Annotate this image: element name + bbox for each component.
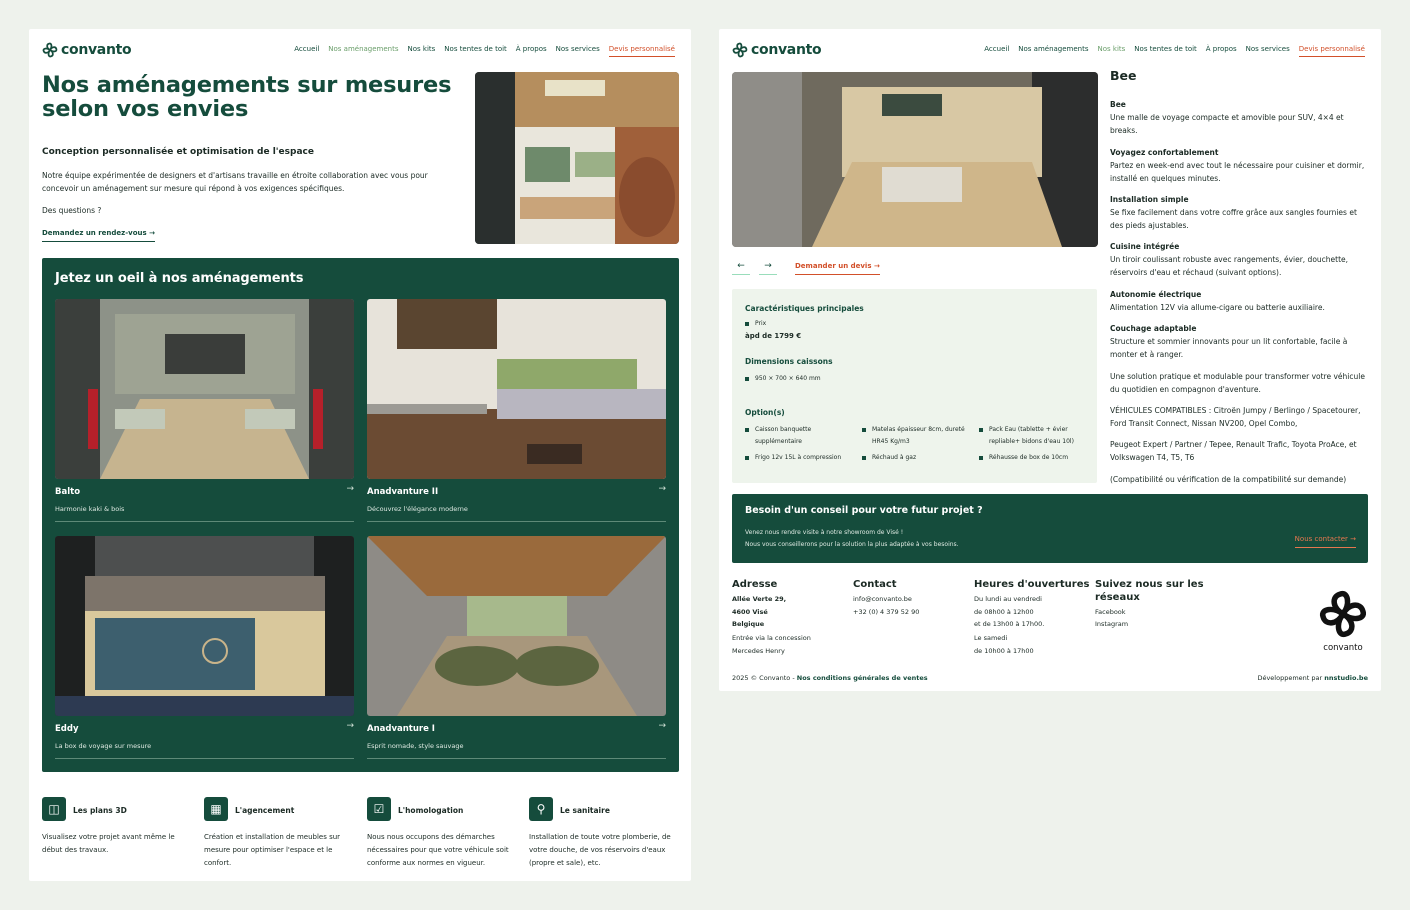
- appointment-link-label: Demandez un rendez-vous: [42, 229, 147, 237]
- hours-line: et de 13h00 à 17h00.: [974, 620, 1045, 628]
- nav-devis[interactable]: Devis personnalisé: [609, 45, 675, 57]
- hours-line: de 08h00 à 12h00: [974, 608, 1034, 616]
- section-subtitle: Conception personnalisée et optimisation de l'espace: [42, 147, 314, 157]
- card-image: [367, 299, 666, 479]
- arrow-right-icon: →: [658, 721, 666, 731]
- copyright: [732, 672, 928, 685]
- divider: [55, 758, 354, 759]
- copyright-text: 2025 © Convanto -: [732, 674, 795, 682]
- description-paragraph: Une solution pratique et modulable pour transformer votre véhicule du quotidien en compagnon d'aventure.: [1110, 372, 1365, 394]
- card-name: Balto: [55, 487, 81, 497]
- option-item: Caisson banquette supplémentaire: [745, 424, 850, 448]
- phone-link[interactable]: +32 (0) 4 379 52 90: [853, 608, 920, 616]
- nav-kits[interactable]: Nos kits: [407, 45, 436, 53]
- layout-icon: ▦: [204, 797, 228, 821]
- arrow-left-icon: ←: [737, 261, 745, 271]
- service-description: Nous nous occupons des démarches nécessaires pour que votre véhicule soit conforme aux normes en vigueur.: [367, 833, 509, 867]
- card-anadvanture-2[interactable]: [367, 299, 666, 513]
- card-name: Anadvanture II: [367, 487, 439, 497]
- nav-tentes[interactable]: Nos tentes de toit: [1134, 45, 1197, 53]
- feature-text: Structure et sommier innovants pour un lit confortable, facile à monter et à ranger.: [1110, 337, 1348, 359]
- feature-text: Se fixe facilement dans votre coffre grâce aux sangles fournies et des pieds ajustables.: [1110, 208, 1357, 230]
- address-title: Adresse: [732, 579, 778, 590]
- arrow-right-icon: →: [346, 721, 354, 731]
- card-image: [55, 536, 354, 716]
- hours-title: Heures d'ouvertures: [974, 579, 1090, 590]
- page-amenagements: [29, 29, 691, 881]
- hours-line: de 10h00 à 17h00: [974, 647, 1034, 655]
- feature-title: Cuisine intégrée: [1110, 242, 1180, 251]
- service-description: Installation de toute votre plomberie, de votre douche, de vos réservoirs d'eaux (propre et sale), etc.: [529, 833, 671, 867]
- advice-banner: [732, 494, 1368, 563]
- brand-name: convanto: [751, 42, 822, 58]
- page-product-bee: [719, 29, 1381, 691]
- options-title: Option(s): [745, 408, 785, 417]
- nav-kits[interactable]: Nos kits: [1097, 45, 1126, 53]
- option-item: Réchaud à gaz: [862, 452, 967, 464]
- product-title: Bee: [1110, 68, 1137, 83]
- feature-title: Bee: [1110, 100, 1126, 109]
- service-title: L'agencement: [235, 806, 295, 815]
- card-description: Esprit nomade, style sauvage: [367, 742, 464, 750]
- arrow-right-icon: →: [873, 262, 880, 270]
- gallery-title: Jetez un oeil à nos aménagements: [55, 271, 304, 286]
- arrow-right-icon: →: [149, 229, 155, 237]
- feature-block: [1110, 240, 1372, 279]
- feature-text: Une malle de voyage compacte et amovible pour SUV, 4×4 et breaks.: [1110, 113, 1344, 135]
- hero-image: [475, 72, 679, 244]
- compatible-vehicles: VÉHICULES COMPATIBLES : Citroën Jumpy / Berlingo / Spacetourer, Ford Transit Connect, Nissan NV200, Opel Combo,: [1110, 406, 1361, 428]
- feature-block: [1110, 98, 1372, 137]
- hours-line: Du lundi au vendredi: [974, 595, 1042, 603]
- contact-link-label: Nous contacter: [1294, 535, 1348, 543]
- brand-name: convanto: [61, 42, 132, 58]
- feature-block: [1110, 322, 1372, 361]
- card-image: [367, 536, 666, 716]
- feature-text: Un tiroir coulissant robuste avec rangements, évier, douchette, réservoirs d'eau et réchaud (suivant options).: [1110, 255, 1349, 277]
- prev-arrow-button[interactable]: [732, 261, 750, 275]
- option-item: Frigo 12v 15L à compression: [745, 452, 860, 464]
- developer-link[interactable]: nnstudio.be: [1324, 674, 1368, 682]
- service-description: Création et installation de meubles sur mesure pour optimiser l'espace et le confort.: [204, 833, 341, 867]
- option-item: Matelas épaisseur 8cm, dureté HR45 Kg/m3: [862, 424, 967, 448]
- nav-a-propos[interactable]: À propos: [1205, 45, 1237, 53]
- main-nav: [294, 45, 675, 57]
- nav-services[interactable]: Nos services: [1245, 45, 1290, 53]
- feature-title: Couchage adaptable: [1110, 324, 1197, 333]
- nav-accueil[interactable]: Accueil: [984, 45, 1010, 53]
- contact-link[interactable]: [1295, 535, 1356, 548]
- nav-amenagements[interactable]: Nos aménagements: [328, 45, 399, 53]
- card-eddy[interactable]: [55, 536, 354, 750]
- price-label: Prix: [745, 318, 766, 330]
- appointment-link[interactable]: [42, 229, 155, 242]
- logo[interactable]: [42, 42, 131, 58]
- price-value: àpd de 1799 €: [745, 332, 802, 340]
- option-item: Réhausse de box de 10cm: [979, 452, 1091, 464]
- option-item: Pack Eau (tablette + évier repliable+ bidons d'eau 10l): [979, 424, 1091, 448]
- nav-accueil[interactable]: Accueil: [294, 45, 320, 53]
- clover-logo-icon: [1318, 589, 1368, 639]
- address-line: 4600 Visé: [732, 608, 768, 616]
- nav-services[interactable]: Nos services: [555, 45, 600, 53]
- specs-panel: [732, 289, 1097, 483]
- dimensions-title: Dimensions caissons: [745, 357, 833, 366]
- specs-title: Caractéristiques principales: [745, 304, 864, 313]
- banner-line-1: Venez nous rendre visite à notre showroom de Visé !: [745, 529, 904, 536]
- nav-amenagements[interactable]: Nos aménagements: [1018, 45, 1089, 53]
- divider: [55, 521, 354, 522]
- card-balto[interactable]: [55, 299, 354, 513]
- card-anadvanture-1[interactable]: [367, 536, 666, 750]
- address-line: Mercedes Henry: [732, 647, 785, 655]
- nav-devis[interactable]: Devis personnalisé: [1299, 45, 1365, 57]
- feature-title: Voyagez confortablement: [1110, 148, 1219, 157]
- intro-text: Notre équipe expérimentée de designers et d'artisans travaille en étroite collaboration avec vous pour concevoir un aménagement sur mesure qui répond à vos exigences spécifiques.: [42, 171, 428, 193]
- card-name: Anadvanture I: [367, 724, 435, 734]
- nav-tentes[interactable]: Nos tentes de toit: [444, 45, 507, 53]
- compatibility-note: (Compatibilité ou vérification de la compatibilité sur demande): [1110, 475, 1347, 484]
- feature-text: Alimentation 12V via allume-cigare ou batterie auxiliaire.: [1110, 303, 1325, 312]
- card-description: Découvrez l'élégance moderne: [367, 505, 468, 513]
- clover-logo-icon: [42, 42, 58, 58]
- address-line: Belgique: [732, 620, 765, 628]
- contact-title: Contact: [853, 579, 897, 590]
- next-arrow-button[interactable]: [759, 261, 777, 275]
- banner-line-2: Nous vous conseillerons pour la solution la plus adaptée à vos besoins.: [745, 541, 959, 548]
- facebook-link[interactable]: Facebook: [1095, 608, 1126, 616]
- feature-block: [1110, 146, 1372, 185]
- 3d-plan-icon: ◫: [42, 797, 66, 821]
- quote-link[interactable]: [795, 262, 880, 275]
- compatible-vehicles-more: Peugeot Expert / Partner / Tepee, Renault Trafic, Toyota ProAce, et Volkswagen T4, T5, T6: [1110, 440, 1357, 462]
- address-line: Allée Verte 29,: [732, 595, 787, 603]
- email-link[interactable]: info@convanto.be: [853, 595, 912, 603]
- service-description: Visualisez votre projet avant même le début des travaux.: [42, 833, 175, 854]
- main-nav: [984, 45, 1365, 57]
- divider: [367, 758, 666, 759]
- terms-link[interactable]: Nos conditions générales de ventes: [796, 674, 928, 682]
- service-title: Les plans 3D: [73, 806, 127, 815]
- arrow-right-icon: →: [658, 484, 666, 494]
- questions-text: Des questions ?: [42, 206, 102, 215]
- page-title: Nos aménagements sur mesures selon vos envies: [42, 72, 452, 122]
- quote-link-label: Demander un devis: [795, 262, 872, 270]
- feature-title: Installation simple: [1110, 195, 1189, 204]
- feature-text: Partez en week-end avec tout le nécessaire pour cuisiner et dormir, installé en quelques minutes.: [1110, 161, 1365, 183]
- social-title: Suivez nous sur les réseaux: [1095, 579, 1204, 603]
- checklist-icon: ☑: [367, 797, 391, 821]
- footer-logo[interactable]: [1317, 589, 1369, 653]
- product-image: [732, 72, 1098, 247]
- divider: [367, 521, 666, 522]
- faucet-icon: ⚲: [529, 797, 553, 821]
- gallery-section: [42, 258, 679, 772]
- card-description: Harmonie kaki & bois: [55, 505, 125, 513]
- address-line: Entrée via la concession: [732, 634, 811, 642]
- footer-brand-name: convanto: [1323, 643, 1363, 653]
- card-name: Eddy: [55, 724, 79, 734]
- hours-line: Le samedi: [974, 634, 1008, 642]
- feature-title: Autonomie électrique: [1110, 290, 1202, 299]
- developer-credit: [1257, 672, 1368, 685]
- service-title: Le sanitaire: [560, 806, 610, 815]
- feature-block: [1110, 288, 1372, 314]
- arrow-right-icon: →: [1350, 535, 1356, 543]
- clover-logo-icon: [732, 42, 748, 58]
- dimensions-value: 950 × 700 × 640 mm: [745, 373, 821, 385]
- card-image: [55, 299, 354, 479]
- logo[interactable]: [732, 42, 821, 58]
- card-description: La box de voyage sur mesure: [55, 742, 152, 750]
- arrow-right-icon: →: [764, 261, 772, 271]
- developer-label: Développement par: [1257, 674, 1323, 682]
- feature-block: [1110, 193, 1372, 232]
- arrow-right-icon: →: [346, 484, 354, 494]
- service-title: L'homologation: [398, 806, 464, 815]
- instagram-link[interactable]: Instagram: [1095, 620, 1129, 628]
- banner-title: Besoin d'un conseil pour votre futur projet ?: [745, 505, 983, 516]
- nav-a-propos[interactable]: À propos: [515, 45, 547, 53]
